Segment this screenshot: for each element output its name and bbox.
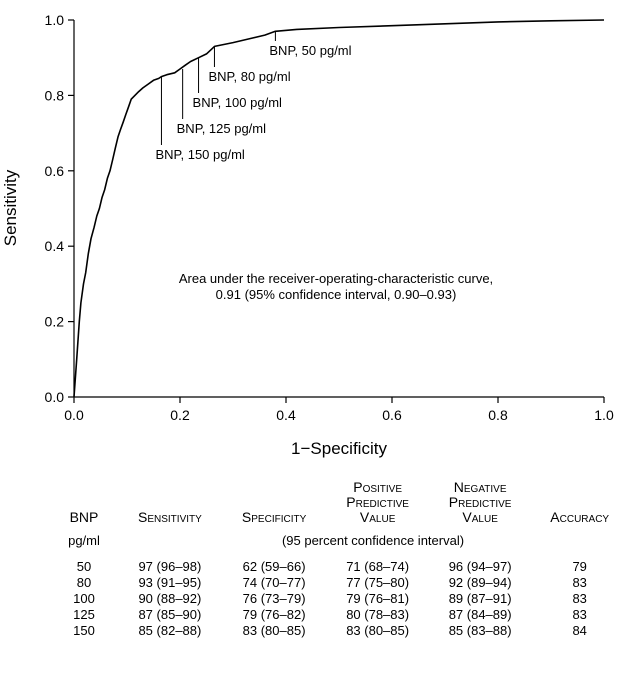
table-cell-bnp: 80 — [76, 575, 92, 590]
table-cell: 83 (80–85) — [346, 623, 410, 638]
header-bnp-text: BNP — [69, 509, 99, 525]
x-tick-label: 0.2 — [170, 407, 190, 423]
table-cell: 93 (91–95) — [138, 575, 202, 590]
roc-curve — [74, 20, 604, 397]
table-cell-bnp: 125 — [73, 607, 95, 622]
annotation-label: BNP, 150 pg/ml — [155, 147, 245, 162]
auc-note-line-2: 0.91 (95% confidence interval, 0.90–0.93) — [215, 287, 457, 302]
header-npv-line-1: Negative — [453, 479, 507, 495]
table-cell: 90 (88–92) — [138, 591, 202, 606]
chart-axes — [45, 12, 614, 423]
annotation-layer — [155, 31, 351, 162]
table-cell: 79 — [572, 559, 587, 574]
table-cell: 96 (94–97) — [448, 559, 512, 574]
x-tick-label: 0.0 — [64, 407, 84, 423]
y-tick-label: 0.4 — [44, 238, 64, 255]
table-row — [50, 591, 628, 607]
units-row — [50, 527, 628, 559]
annotation-label: BNP, 50 pg/ml — [269, 43, 352, 58]
x-tick-label: 1.0 — [594, 407, 614, 423]
table-cell: 89 (87–91) — [448, 591, 512, 606]
header-ppv-line-3: Value — [359, 509, 396, 525]
table-cell-bnp: 100 — [73, 591, 95, 606]
table-cell: 76 (73–79) — [242, 591, 306, 606]
ci-label: (95 percent confidence interval) — [281, 533, 465, 548]
table-cell: 83 — [572, 591, 587, 606]
table-cell: 83 — [572, 607, 587, 622]
header-specificity — [222, 480, 327, 527]
table-cell: 77 (75–80) — [346, 575, 410, 590]
header-sensitivity — [118, 480, 222, 527]
table-cell: 85 (83–88) — [448, 623, 512, 638]
header-bnp — [50, 480, 118, 527]
header-npv-line-3: Value — [462, 509, 498, 525]
bnp-performance-table — [50, 480, 628, 639]
table-cell: 71 (68–74) — [346, 559, 410, 574]
table-row — [50, 559, 628, 575]
y-tick-label: 0.0 — [44, 389, 64, 405]
table-cell: 79 (76–82) — [242, 607, 306, 622]
table-row — [50, 607, 628, 623]
table-cell: 62 (59–66) — [242, 559, 306, 574]
table-cell: 79 (76–81) — [346, 591, 410, 606]
table-header-row — [50, 480, 628, 527]
header-accuracy — [531, 480, 628, 527]
table-cell-bnp: 50 — [76, 559, 92, 574]
y-tick-label: 1.0 — [44, 12, 64, 28]
header-sensitivity-text: Sensitivity — [138, 509, 202, 525]
table-cell: 87 (84–89) — [448, 607, 512, 622]
table-cell: 83 (80–85) — [242, 623, 306, 638]
x-tick-label: 0.6 — [382, 407, 402, 423]
header-accuracy-text: Accuracy — [550, 509, 610, 525]
header-npv — [429, 480, 532, 527]
annotation-label: BNP, 100 pg/ml — [192, 95, 282, 110]
y-axis-title: Sensitivity — [1, 169, 20, 247]
table-cell: 84 — [572, 623, 587, 638]
table-row — [50, 575, 628, 591]
x-tick-label: 0.4 — [276, 407, 296, 423]
table-cell: 85 (82–88) — [138, 623, 202, 638]
y-tick-label: 0.6 — [44, 162, 64, 179]
table-row — [50, 623, 628, 639]
header-specificity-text: Specificity — [241, 509, 307, 525]
annotation-label: BNP, 80 pg/ml — [208, 69, 291, 84]
table-body — [50, 527, 628, 639]
table-cell: 87 (85–90) — [138, 607, 202, 622]
table-cell: 92 (89–94) — [448, 575, 512, 590]
header-ppv-line-2: Predictive — [346, 494, 409, 510]
header-npv-line-2: Predictive — [448, 494, 512, 510]
header-ppv — [326, 480, 429, 527]
roc-curve-layer — [74, 20, 604, 397]
table-cell: 74 (70–77) — [242, 575, 306, 590]
auc-note-line-1: Area under the receiver-operating-characteristic curve, — [178, 271, 494, 286]
x-axis-title: 1−Specificity — [291, 439, 387, 458]
table-cell-bnp: 150 — [73, 623, 95, 638]
y-tick-label: 0.8 — [44, 87, 64, 104]
x-tick-label: 0.8 — [488, 407, 508, 423]
units-label: pg/ml — [68, 533, 100, 548]
table-cell: 80 (78–83) — [346, 607, 410, 622]
y-tick-label: 0.2 — [44, 313, 64, 330]
table-cell: 83 — [572, 575, 587, 590]
annotation-label: BNP, 125 pg/ml — [176, 121, 267, 136]
table-cell: 97 (96–98) — [138, 559, 202, 574]
header-ppv-line-1: Positive — [353, 479, 403, 495]
